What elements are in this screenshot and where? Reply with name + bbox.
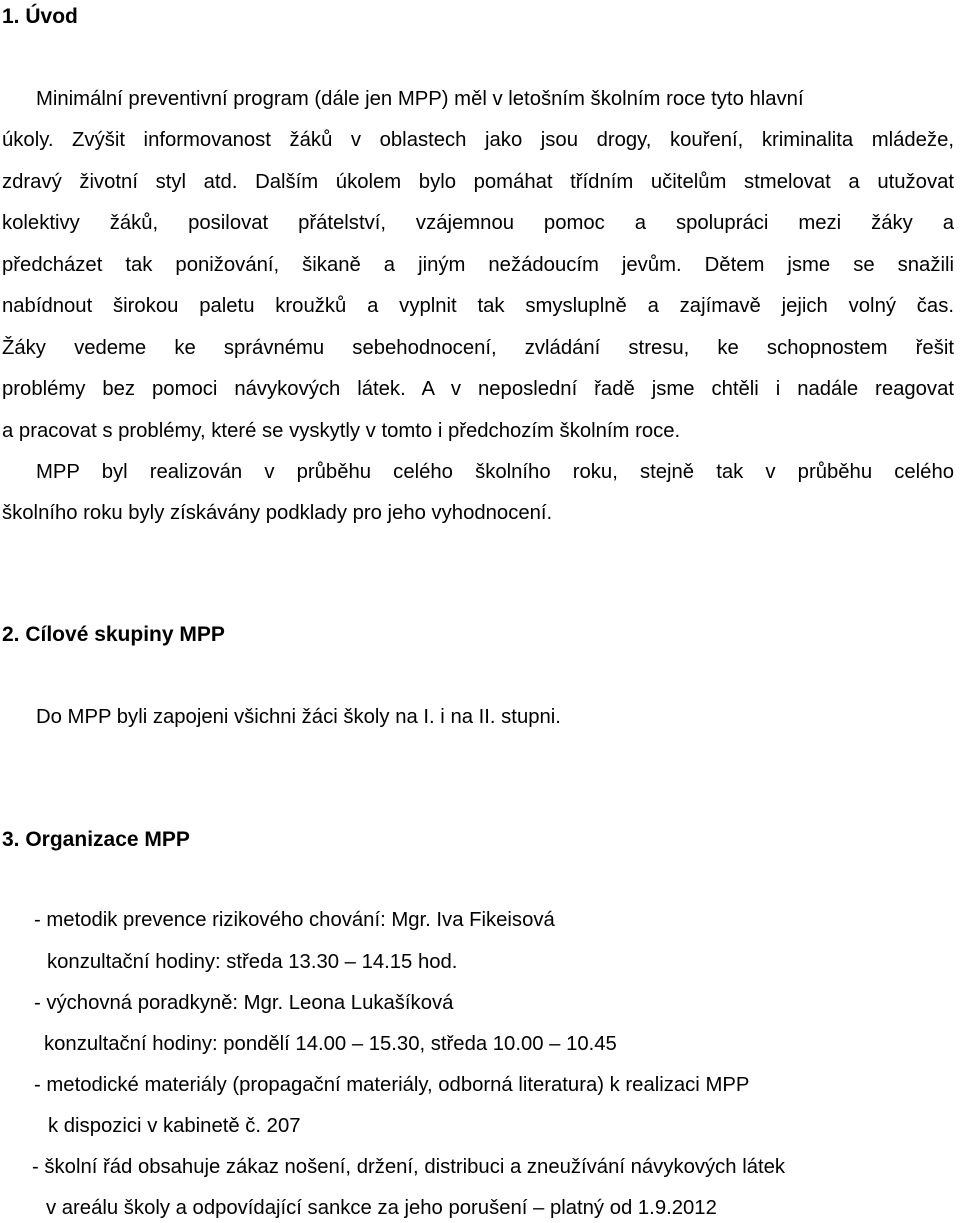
section-heading-uvod: 1. Úvod	[2, 5, 78, 28]
list-item-detail: konzultační hodiny: pondělí 14.00 – 15.30, středa 10.00 – 10.45	[44, 1033, 617, 1055]
list-item-detail: v areálu školy a odpovídající sankce za jeho porušení – platný od 1.9.2012	[46, 1197, 717, 1219]
paragraph-line: školního roku byly získávány podklady pro jeho vyhodnocení.	[2, 502, 553, 524]
paragraph-line: předcházet tak ponižování, šikaně a jiným nežádoucím jevům. Dětem jsme se snažili	[2, 254, 954, 276]
list-item-detail: konzultační hodiny: středa 13.30 – 14.15 hod.	[47, 951, 458, 973]
paragraph-line: úkoly. Zvýšit informovanost žáků v oblastech jako jsou drogy, kouření, kriminalita mládeže,	[2, 129, 954, 151]
target-groups-text: Do MPP byli zapojeni všichni žáci školy na I. i na II. stupni.	[36, 706, 561, 728]
list-item: - metodik prevence rizikového chování: Mgr. Iva Fikeisová	[34, 909, 555, 931]
paragraph-line: nabídnout širokou paletu kroužků a vyplnit tak smysluplně a zajímavě jejich volný čas.	[2, 295, 954, 317]
paragraph-line: MPP byl realizován v průběhu celého školního roku, stejně tak v průběhu celého	[36, 461, 954, 483]
list-item: - školní řád obsahuje zákaz nošení, držení, distribuci a zneužívání návykových látek	[32, 1156, 786, 1178]
paragraph-line: Žáky vedeme ke správnému sebehodnocení, zvládání stresu, ke schopnostem řešit	[2, 337, 954, 359]
section-heading-organization: 3. Organizace MPP	[2, 828, 190, 851]
list-item: - metodické materiály (propagační materiály, odborná literatura) k realizaci MPP	[34, 1074, 750, 1096]
paragraph-line: a pracovat s problémy, které se vyskytly v tomto i předchozím školním roce.	[2, 420, 681, 442]
paragraph-line: problémy bez pomoci návykových látek. A v neposlední řadě jsme chtěli i nadále reagovat	[2, 378, 954, 400]
paragraph-line: Minimální preventivní program (dále jen MPP) měl v letošním školním roce tyto hlavní	[36, 88, 804, 110]
list-item-detail: k dispozici v kabinetě č. 207	[48, 1115, 301, 1137]
list-item: - výchovná poradkyně: Mgr. Leona Lukašíková	[34, 992, 454, 1014]
section-heading-target-groups: 2. Cílové skupiny MPP	[2, 623, 225, 646]
paragraph-line: kolektivy žáků, posilovat přátelství, vzájemnou pomoc a spolupráci mezi žáky a	[2, 212, 954, 234]
paragraph-line: zdravý životní styl atd. Dalším úkolem bylo pomáhat třídním učitelům stmelovat a utužovat	[2, 171, 954, 193]
